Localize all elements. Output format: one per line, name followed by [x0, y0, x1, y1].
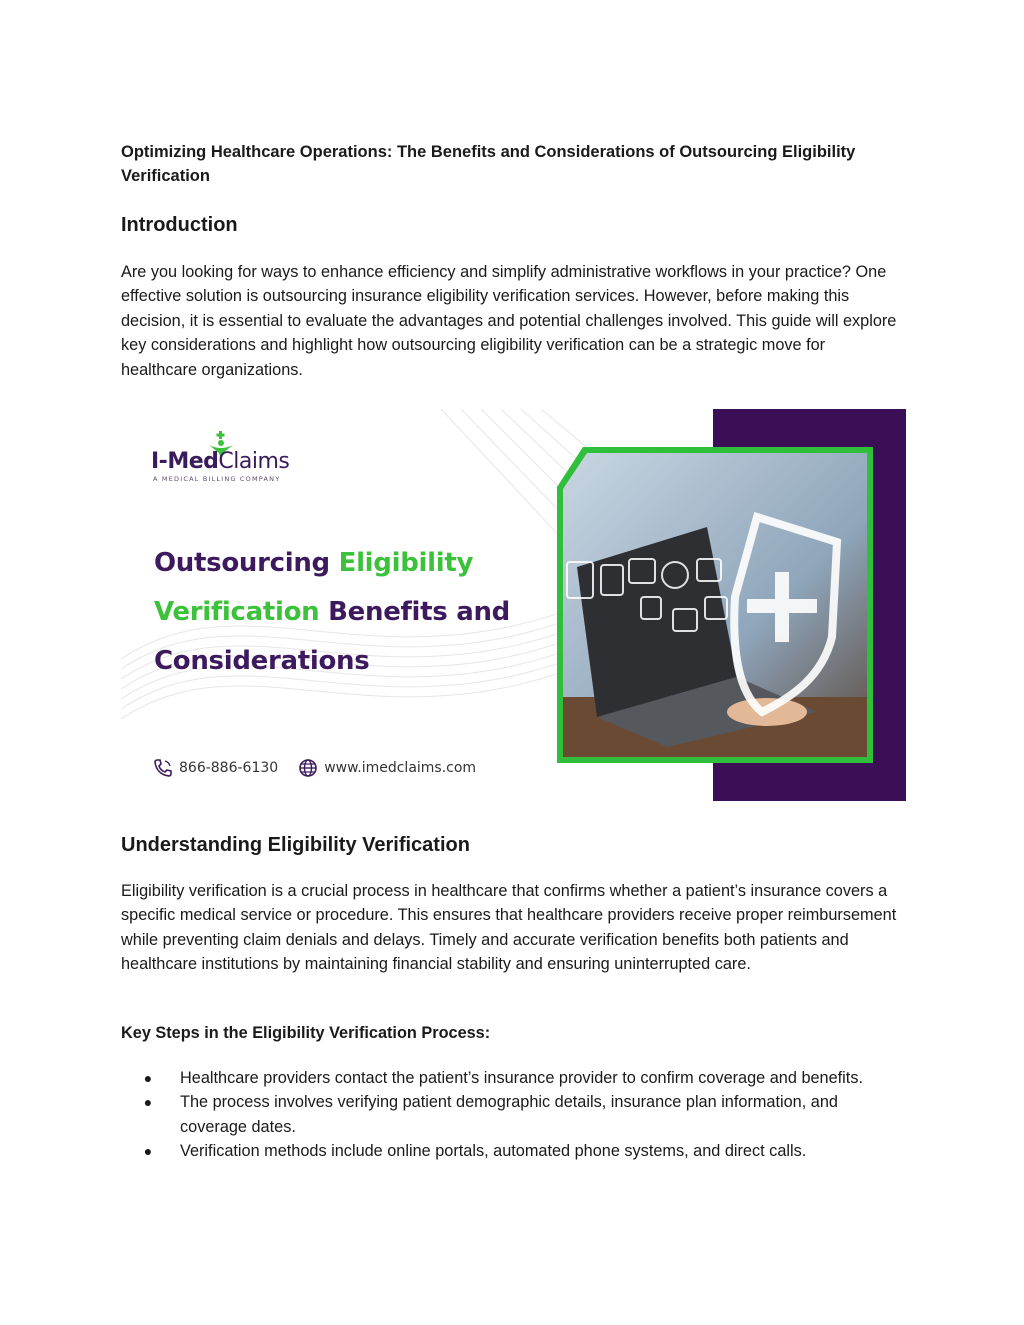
globe-icon: [298, 758, 318, 778]
banner-title-part: Benefits and: [319, 597, 510, 627]
list-item-text: Healthcare providers contact the patient’s insurance provider to confirm coverage and benefits.: [180, 1069, 863, 1087]
laptop-photo: [557, 447, 873, 763]
banner-phone: 866-886-6130: [179, 760, 279, 776]
introduction-paragraph: Are you looking for ways to enhance efficiency and simplify administrative workflows in your practice? One effective solution is outsourcing insurance eligibility verification services. However, before making this decision, it is essential to evaluate the advantages and potential challenges involved. This guide will explore key considerations and highlight how outsourcing eligibility verification can be a strategic move for healthcare organizations.: [121, 263, 897, 379]
logo-tagline: A MEDICAL BILLING COMPANY: [153, 475, 281, 483]
list-item: [138, 1066, 908, 1090]
introduction-heading: Introduction: [121, 214, 238, 236]
phone-icon: [153, 758, 173, 778]
key-steps-list: [138, 1066, 908, 1164]
bullet-icon: ●: [143, 1070, 153, 1086]
list-item-text: The process involves verifying patient demographic details, insurance plan information, and coverage dates.: [180, 1093, 838, 1136]
banner-image: [121, 409, 906, 801]
bullet-icon: ●: [143, 1094, 153, 1111]
logo-wordmark: [151, 449, 289, 474]
list-item: [138, 1090, 908, 1139]
banner-title-line-1: [154, 539, 554, 588]
key-steps-heading: Key Steps in the Eligibility Verification Process:: [121, 1024, 491, 1042]
logo-claims-text: Claims: [218, 449, 290, 474]
bullet-icon: ●: [143, 1143, 153, 1160]
logo-main-text: I-Med: [151, 449, 219, 474]
list-item-text: Verification methods include online portals, automated phone systems, and direct calls.: [180, 1142, 807, 1161]
banner-title-part: Outsourcing: [154, 548, 339, 578]
banner-title-part: Considerations: [154, 646, 370, 676]
banner-contact: [153, 757, 476, 779]
banner-website: www.imedclaims.com: [324, 760, 477, 776]
understanding-paragraph: Eligibility verification is a crucial process in healthcare that confirms whether a patient’s insurance covers a specific medical service or procedure. This ensures that healthcare providers receive proper reimbursement while preventing claim denials and delays. Timely and accurate verification benefits both patients and healthcare institutions by maintaining financial stability and ensuring uninterrupted care.: [121, 882, 897, 974]
banner-title: [154, 539, 554, 686]
banner-title-part: Verification: [154, 597, 320, 627]
company-logo: [151, 431, 331, 491]
banner-title-line-3: [154, 637, 554, 686]
list-item: [138, 1139, 908, 1163]
banner-title-part: Eligibility: [338, 548, 474, 578]
banner-title-line-2: [154, 588, 554, 637]
understanding-heading: Understanding Eligibility Verification: [121, 834, 470, 856]
document-title: Optimizing Healthcare Operations: The Benefits and Considerations of Outsourcing Eligibility Verification: [121, 143, 856, 185]
